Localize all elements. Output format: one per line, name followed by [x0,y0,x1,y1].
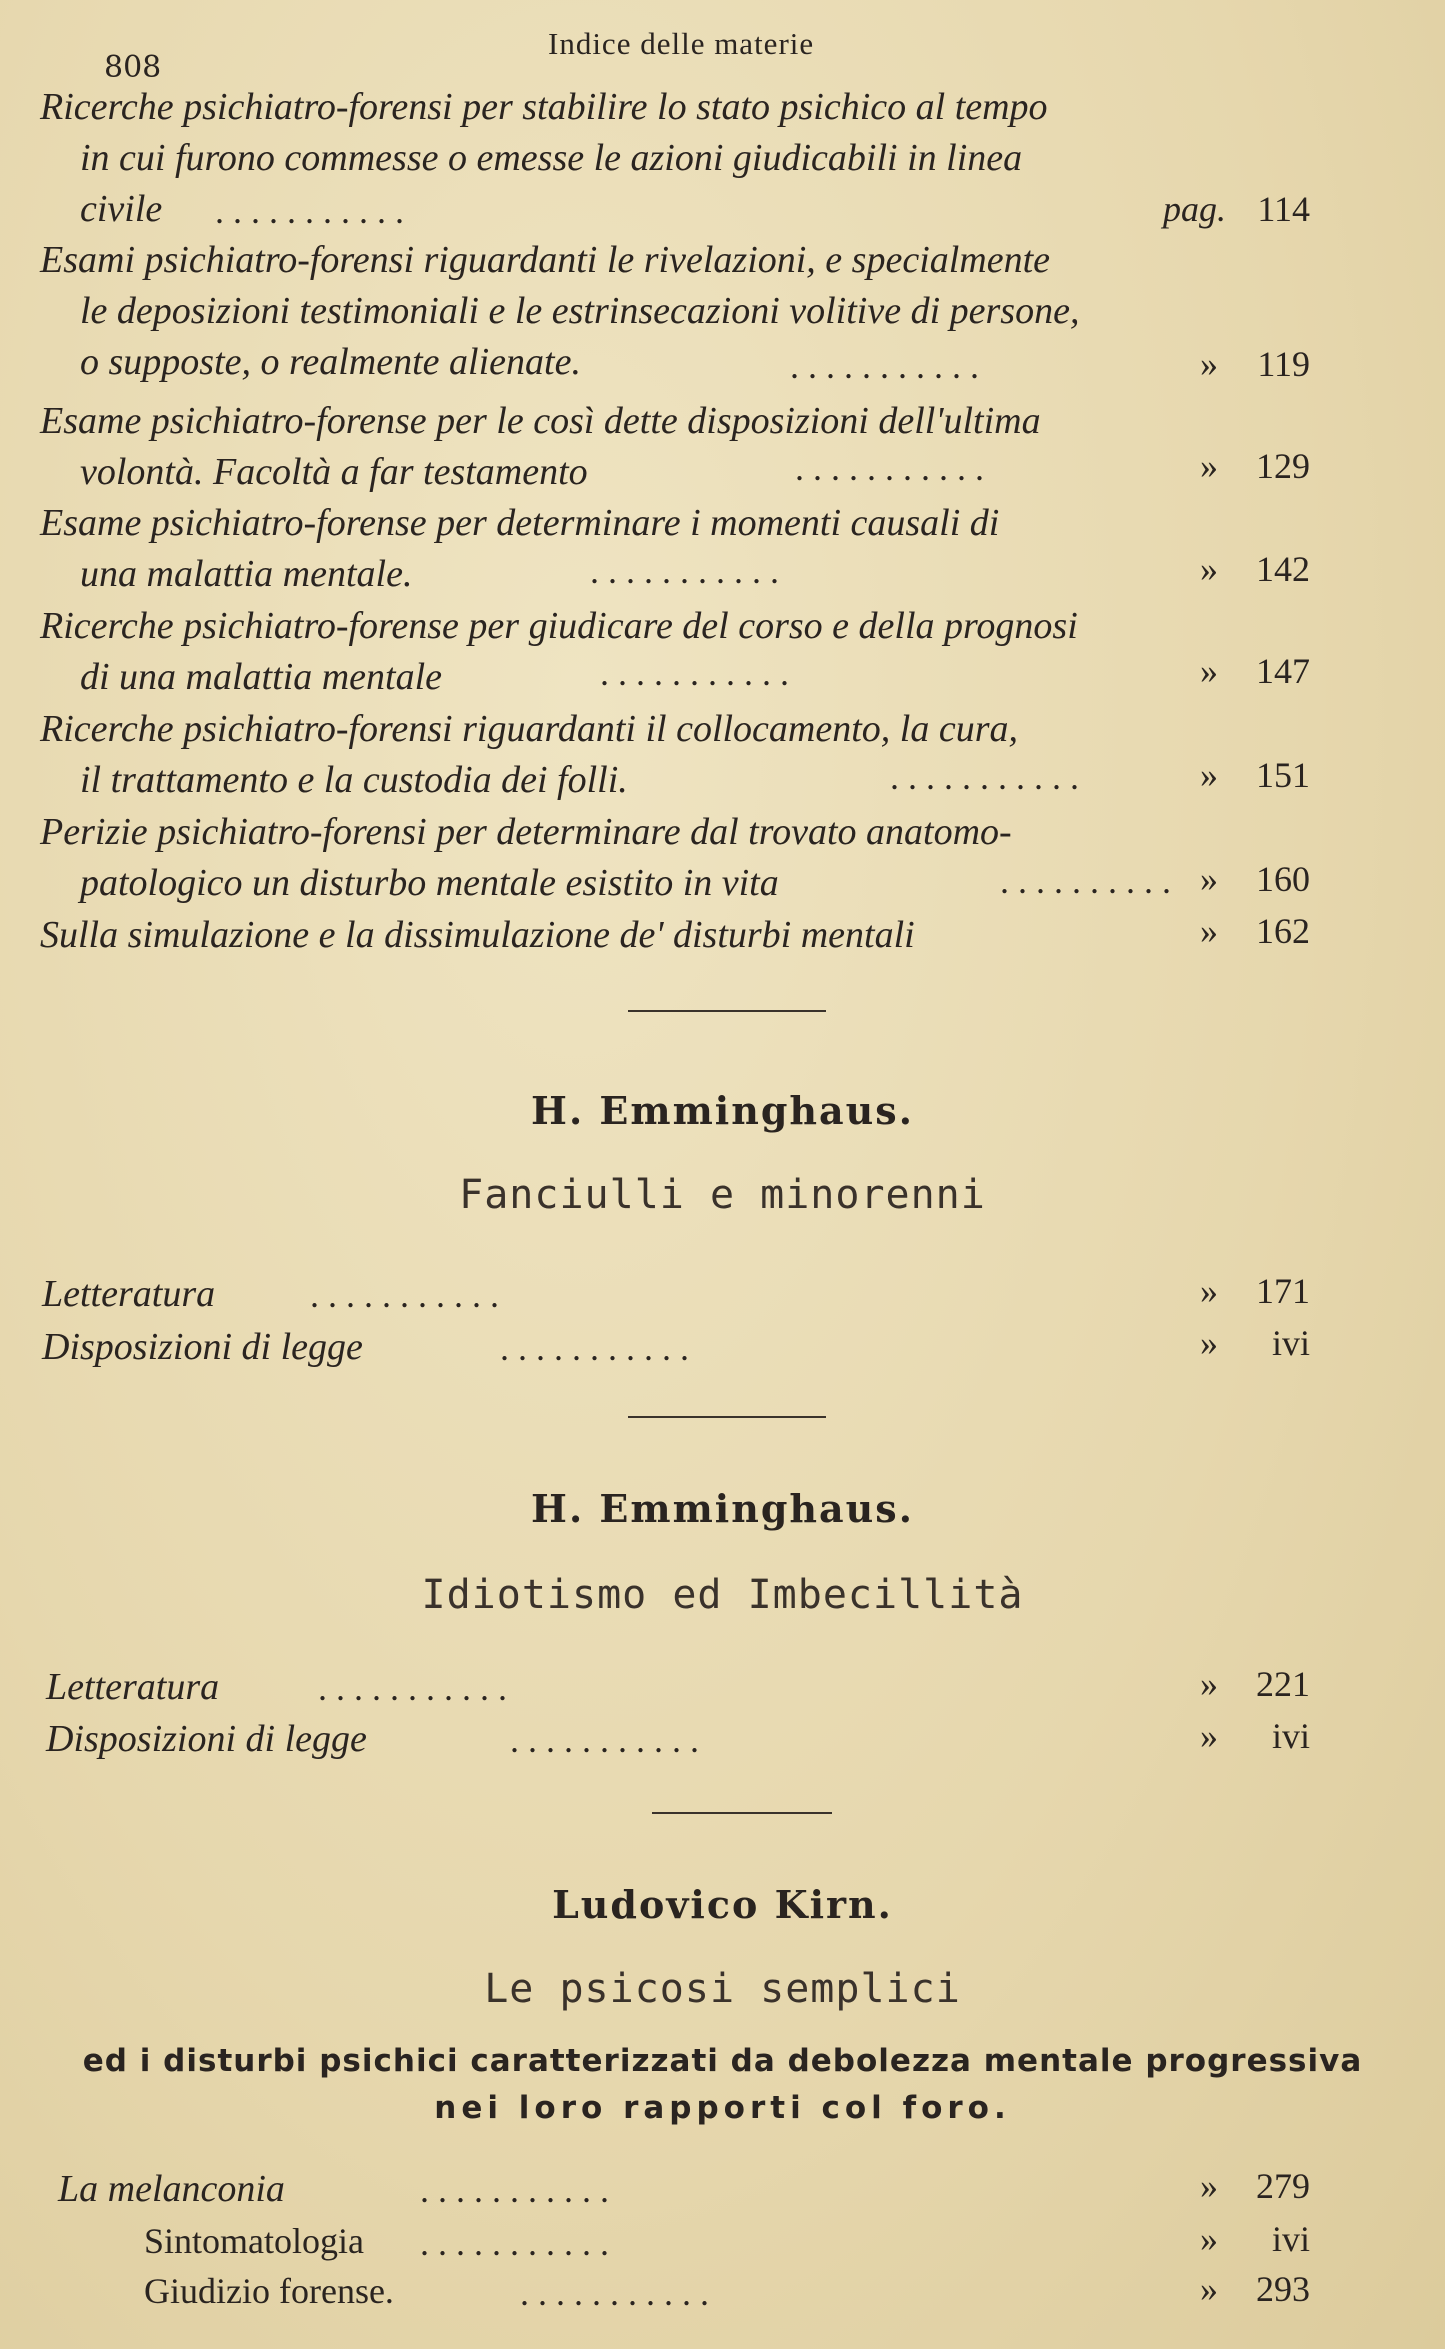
entry-line: una malattia mentale. [80,553,413,595]
ref-page: 221 [1256,1664,1310,1704]
leader-dots: . . . . . . . . . . . [310,1275,499,1315]
ref-page: 160 [1256,859,1310,899]
ref-marker: » [1200,2166,1218,2206]
entry-line: civile [80,188,163,230]
page-ref [1200,343,1310,385]
toc-entry-label: Letteratura [46,1666,220,1708]
page-ref [1200,754,1310,796]
ref-marker: » [1200,344,1218,384]
toc-entry-label: Giudizio forense. [144,2271,394,2311]
leader-dots: . . . . . . . . . . . [420,2223,609,2263]
toc-entry-label: Letteratura [42,1273,216,1315]
entry-line: volontà. Facoltà a far testamento [80,451,588,493]
author-name: H. Emminghaus. [531,1486,914,1531]
page-ref [1200,910,1310,952]
leader-dots: . . . . . . . . . . . [318,1668,507,1708]
page-ref [1200,2218,1310,2260]
entry-line: Ricerche psichiatro-forensi riguardanti il collocamento, la cura, [40,708,1018,750]
entry-line: Ricerche psichiatro-forensi per stabilire lo stato psichico al tempo [40,86,1048,128]
leader-dots: . . . . . . . . . . [1000,861,1171,901]
section-title: Idiotismo ed Imbecillità [421,1572,1024,1618]
ref-page: 293 [1256,2269,1310,2309]
section-title: Fanciulli e minorenni [459,1172,986,1218]
leader-dots: . . . . . . . . . . . [520,2273,709,2313]
entry-line: o supposte, o realmente alienate. [80,341,581,383]
entry-line: Esame psichiatro-forense per determinare i momenti causali di [40,502,1000,544]
toc-entry [40,396,1300,498]
ref-marker: » [1200,2269,1218,2309]
entry-line: Sulla simulazione e la dissimulazione de' disturbi mentali [40,914,915,956]
ref-page: 119 [1257,344,1310,384]
author-name: H. Emminghaus. [531,1088,914,1133]
ref-page: ivi [1271,1716,1310,1756]
ref-marker: » [1200,651,1218,691]
toc-entry-label: Disposizioni di legge [42,1326,363,1368]
ref-page: 162 [1256,911,1310,951]
ref-page: 147 [1256,651,1310,691]
ref-marker: » [1200,2219,1218,2259]
leader-dots: . . . . . . . . . . . [600,653,789,693]
author-name: Ludovico Kirn. [552,1882,893,1927]
ref-marker: » [1200,549,1218,589]
page-ref [1200,1663,1310,1705]
entry-line: di una malattia mentale [80,656,443,698]
page-ref [1200,1270,1310,1312]
toc-entry-label: Disposizioni di legge [46,1718,367,1760]
divider [628,1010,826,1012]
page-number: 808 [104,50,162,85]
leader-dots: . . . . . . . . . . . [215,191,404,231]
leader-dots: . . . . . . . . . . . [795,448,984,488]
page-ref [1200,1322,1310,1364]
ref-marker: » [1200,1716,1218,1756]
page-ref [1200,2165,1310,2207]
leader-dots: . . . . . . . . . . . [500,1328,689,1368]
ref-page: ivi [1271,2219,1310,2259]
section-title: Le psicosi semplici [484,1966,961,2012]
leader-dots: . . . . . . . . . . . [510,1720,699,1760]
entry-line: in cui furono commesse o emesse le azioni giudicabili in linea [80,137,1023,179]
page-ref [1200,445,1310,487]
ref-page: ivi [1271,1323,1310,1363]
divider [652,1812,832,1814]
entry-line: Esami psichiatro-forensi riguardanti le rivelazioni, e specialmente [40,239,1051,281]
entry-line: Ricerche psichiatro-forense per giudicare del corso e della prognosi [40,605,1078,647]
entry-line: Perizie psichiatro-forensi per determinare dal trovato anatomo- [40,811,1012,853]
section-subtitle: ed i disturbi psichici caratterizzati da debolezza mentale progressiva [82,2043,1363,2079]
entry-line: le deposizioni testimoniali e le estrinsecazioni volitive di persone, [80,290,1080,332]
ref-marker: pag. [1163,189,1226,229]
ref-page: 171 [1256,1271,1310,1311]
toc-entry [40,704,1300,806]
ref-marker: » [1200,755,1218,795]
entry-line: Esame psichiatro-forense per le così dette disposizioni dell'ultima [40,400,1041,442]
leader-dots: . . . . . . . . . . . [420,2170,609,2210]
toc-entry-label: La melanconia [58,2168,285,2210]
page-ref [1200,548,1310,590]
toc-entry-label: Sintomatologia [144,2221,364,2261]
leader-dots: . . . . . . . . . . . [590,551,779,591]
page-ref [1200,2268,1310,2310]
page-ref [1200,1715,1310,1757]
toc-entry [40,910,1300,961]
leader-dots: . . . . . . . . . . . [890,757,1079,797]
ref-page: 151 [1256,755,1310,795]
ref-page: 142 [1256,549,1310,589]
section-subtitle: nei loro rapporti col foro. [434,2090,1011,2126]
entry-line: patologico un disturbo mentale esistito in vita [80,862,779,904]
ref-page: 114 [1257,189,1310,229]
ref-marker: » [1200,1323,1218,1363]
header-title: Indice delle materie [548,26,815,61]
page-ref [1200,858,1310,900]
toc-entry [40,235,1300,388]
running-head [0,22,1445,85]
page-ref [1200,650,1310,692]
divider [628,1416,826,1418]
ref-marker: » [1200,859,1218,899]
ref-marker: » [1200,446,1218,486]
ref-marker: » [1200,1271,1218,1311]
page-ref [1163,188,1310,230]
leader-dots: . . . . . . . . . . . [790,346,979,386]
ref-page: 129 [1256,446,1310,486]
ref-marker: » [1200,1664,1218,1704]
ref-page: 279 [1256,2166,1310,2206]
ref-marker: » [1200,911,1218,951]
entry-line: il trattamento e la custodia dei folli. [80,759,628,801]
